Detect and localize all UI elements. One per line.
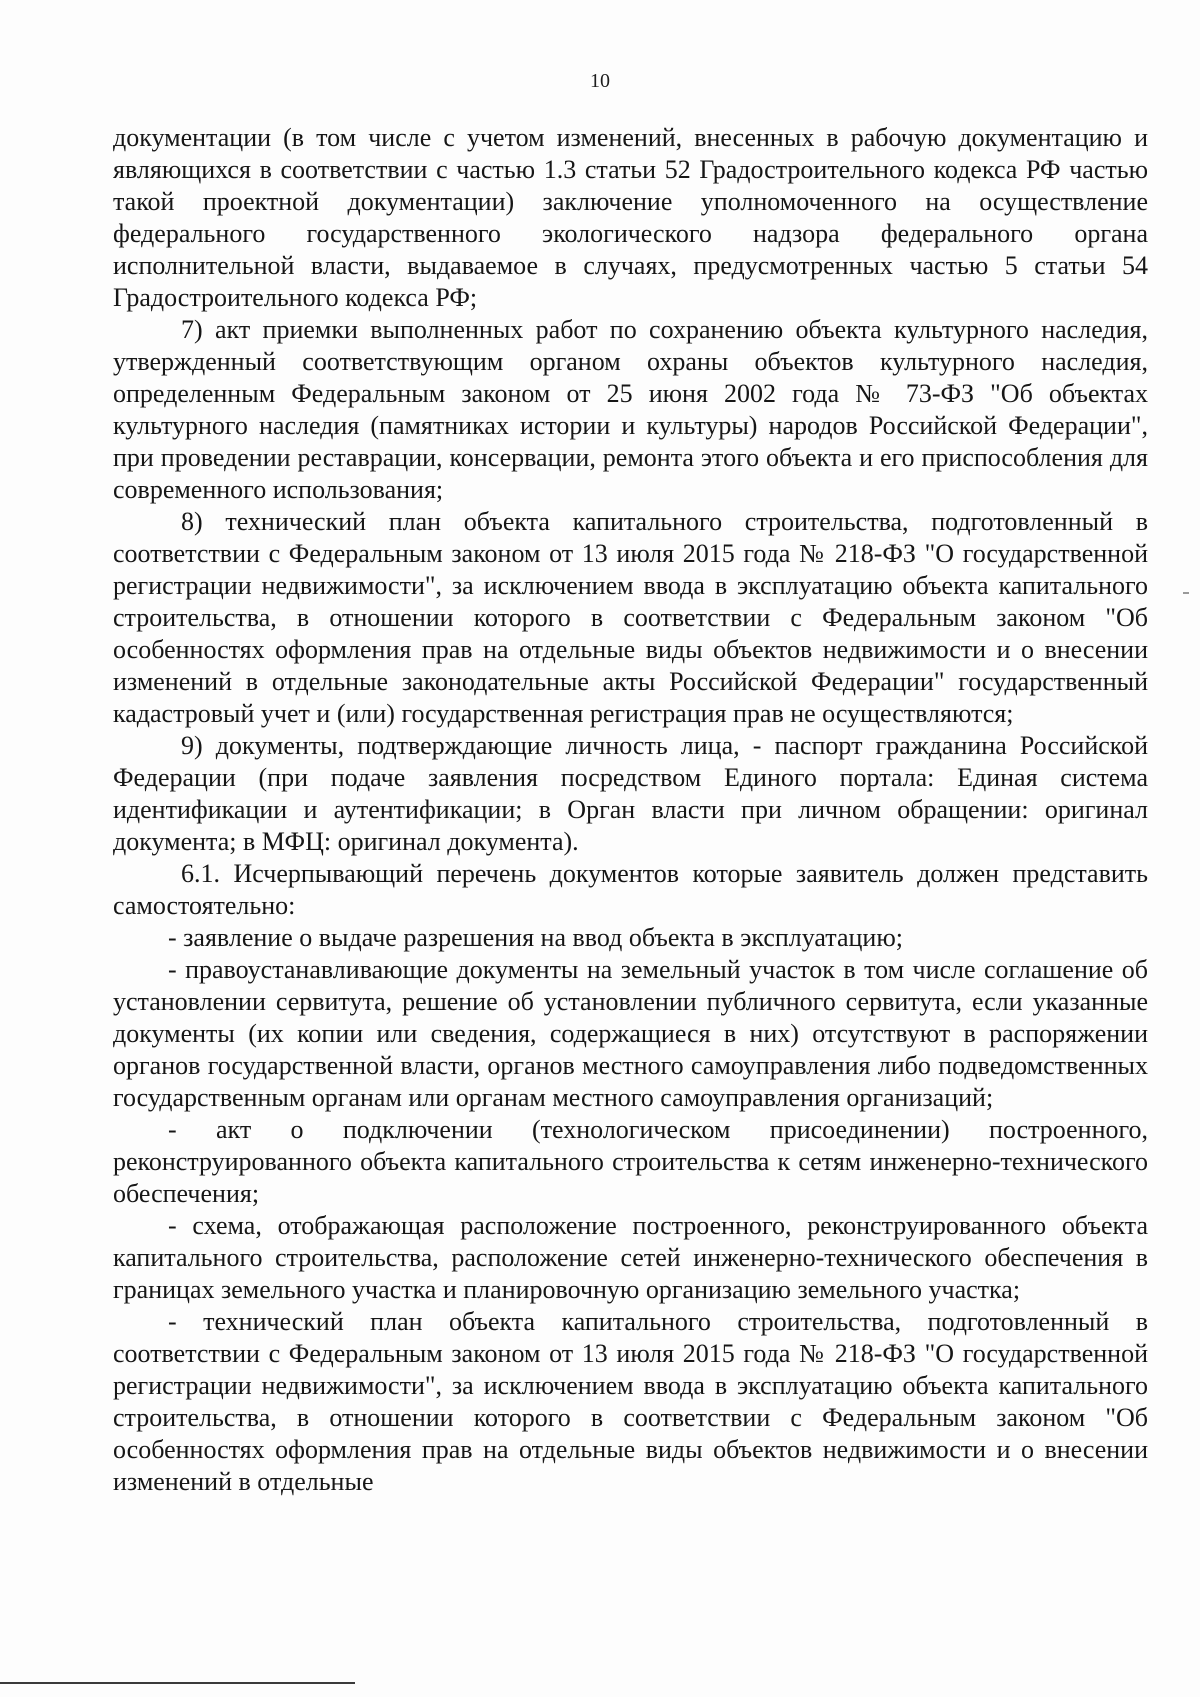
page-number: 10 <box>590 70 610 92</box>
list-item-7: 7) акт приемки выполненных работ по сохранению объекта культурного наследия, утвержденный соответствующим органом охраны объектов культурного наследия, определенным Федеральным законом от 25 июня 2002 года № 73-ФЗ "Об объектах культурного наследия (памятниках истории и культуры) народов Российской Федерации", при проведении реставрации, консервации, ремонта этого объекта и его приспособления для современного использования; <box>113 315 1148 504</box>
document-body <box>113 122 1148 1498</box>
dash-item-technical-plan: - технический план объекта капитального строительства, подготовленный в соответствии с Федеральным законом от 13 июля 2015 года № 218-ФЗ "О государственной регистрации недвижимости", за исключением ввода в эксплуатацию объекта капитального строительства, в отношении которого в соответствии с Федеральным законом "Об особенностях оформления прав на отдельные виды объектов недвижимости и о внесении изменений в отдельные <box>113 1307 1148 1496</box>
dash-item-land-documents: - правоустанавливающие документы на земельный участок в том числе соглашение об установлении сервитута, решение об установлении публичного сервитута, если указанные документы (их копии или сведения, содержащиеся в них) отсутствуют в распоряжении органов государственной власти, органов местного самоуправления либо подведомственных государственным органам или органам местного самоуправления организаций; <box>113 955 1148 1112</box>
list-item-8: 8) технический план объекта капитального строительства, подготовленный в соответствии с Федеральным законом от 13 июля 2015 года № 218-ФЗ "О государственной регистрации недвижимости", за исключением ввода в эксплуатацию объекта капитального строительства, в отношении которого в соответствии с Федеральным законом "Об особенностях оформления прав на отдельные виды объектов недвижимости и о внесении изменений в отдельные законодательные акты Российской Федерации" государственный кадастровый учет и (или) государственная регистрация прав не осуществляются; <box>113 507 1148 728</box>
dash-item-connection-act: - акт о подключении (технологическом присоединении) построенного, реконструированного объекта капитального строительства к сетям инженерно-технического обеспечения; <box>113 1115 1148 1208</box>
footnote-rule <box>0 1682 355 1684</box>
dash-item-application: - заявление о выдаче разрешения на ввод объекта в эксплуатацию; <box>168 923 903 952</box>
scan-edge-mark <box>1183 592 1189 594</box>
list-item-9: 9) документы, подтверждающие личность лица, - паспорт гражданина Российской Федерации (при подаче заявления посредством Единого портала: Единая система идентификации и аутентификации; в Орган власти при личном обращении: оригинал документа; в МФЦ: оригинал документа). <box>113 731 1148 856</box>
section-6-1: 6.1. Исчерпывающий перечень документов которые заявитель должен представить самостоятельно: <box>113 859 1148 920</box>
paragraph-continuation: документации (в том числе с учетом изменений, внесенных в рабочую документацию и являющихся в соответствии с частью 1.3 статьи 52 Градостроительного кодекса РФ частью такой проектной документации) заключение уполномоченного на осуществление федерального государственного экологического надзора федерального органа исполнительной власти, выдаваемое в случаях, предусмотренных частью 5 статьи 54 Градостроительного кодекса РФ; <box>113 123 1148 312</box>
dash-item-layout-scheme: - схема, отображающая расположение построенного, реконструированного объекта капитального строительства, расположение сетей инженерно-технического обеспечения в границах земельного участка и планировочную организацию земельного участка; <box>113 1211 1148 1304</box>
